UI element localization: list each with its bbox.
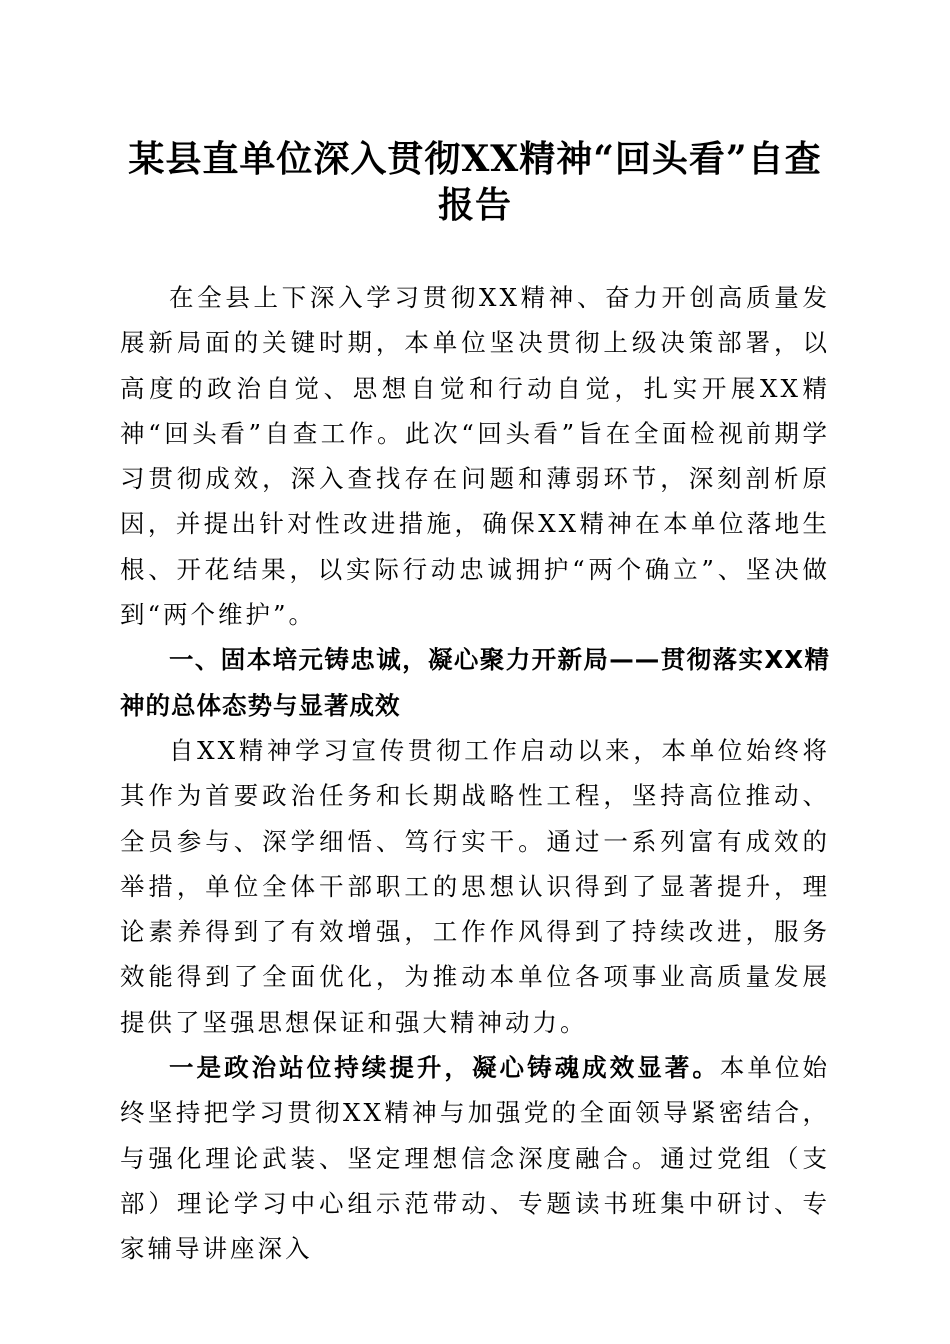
title-line-1: 某县直单位深入贯彻XX精神“回头看”自查 xyxy=(128,138,822,180)
section-heading-1: 一、固本培元铸忠诚，凝心聚力开新局——贯彻落实XX精神的总体态势与显著成效 xyxy=(120,645,830,720)
title-line-2: 报告 xyxy=(437,184,512,226)
intro-paragraph: 在全县上下深入学习贯彻XX精神、奋力开创高质量发展新局面的关键时期，本单位坚决贯彻上级决策部署，以高度的政治自觉、思想自觉和行动自觉，扎实开展XX精神“回头看”自查工作。此次“回头看”旨在全面检视前期学习贯彻成效，深入查找存在问题和薄弱环节，深刻剖析原因，并提出针对性改进措施，确保XX精神在本单位落地生根、开花结果，以实际行动忠诚拥护“两个确立”、坚决做到“两个维护”。 xyxy=(120,283,830,630)
point-1-lead: 一是政治站位持续提升，凝心铸魂成效显著。 xyxy=(169,1053,720,1083)
point-1-paragraph xyxy=(120,1045,830,1271)
section-1-paragraph: 自XX精神学习宣传贯彻工作启动以来，本单位始终将其作为首要政治任务和长期战略性工程，坚持高位推动、全员参与、深学细悟、笃行实干。通过一系列富有成效的举措，单位全体干部职工的思想认识得到了显著提升，理论素养得到了有效增强，工作作风得到了持续改进，服务效能得到了全面优化，为推动本单位各项事业高质量发展提供了坚强思想保证和强大精神动力。 xyxy=(120,735,830,1037)
point-1-text: 本单位始终坚持把学习贯彻XX精神与加强党的全面领导紧密结合，与强化理论武装、坚定理想信念深度融合。通过党组（支部）理论学习中心组示范带动、专题读书班集中研讨、专家辅导讲座深入 xyxy=(120,1053,831,1264)
document-body xyxy=(120,275,830,1272)
document-title xyxy=(110,136,840,228)
